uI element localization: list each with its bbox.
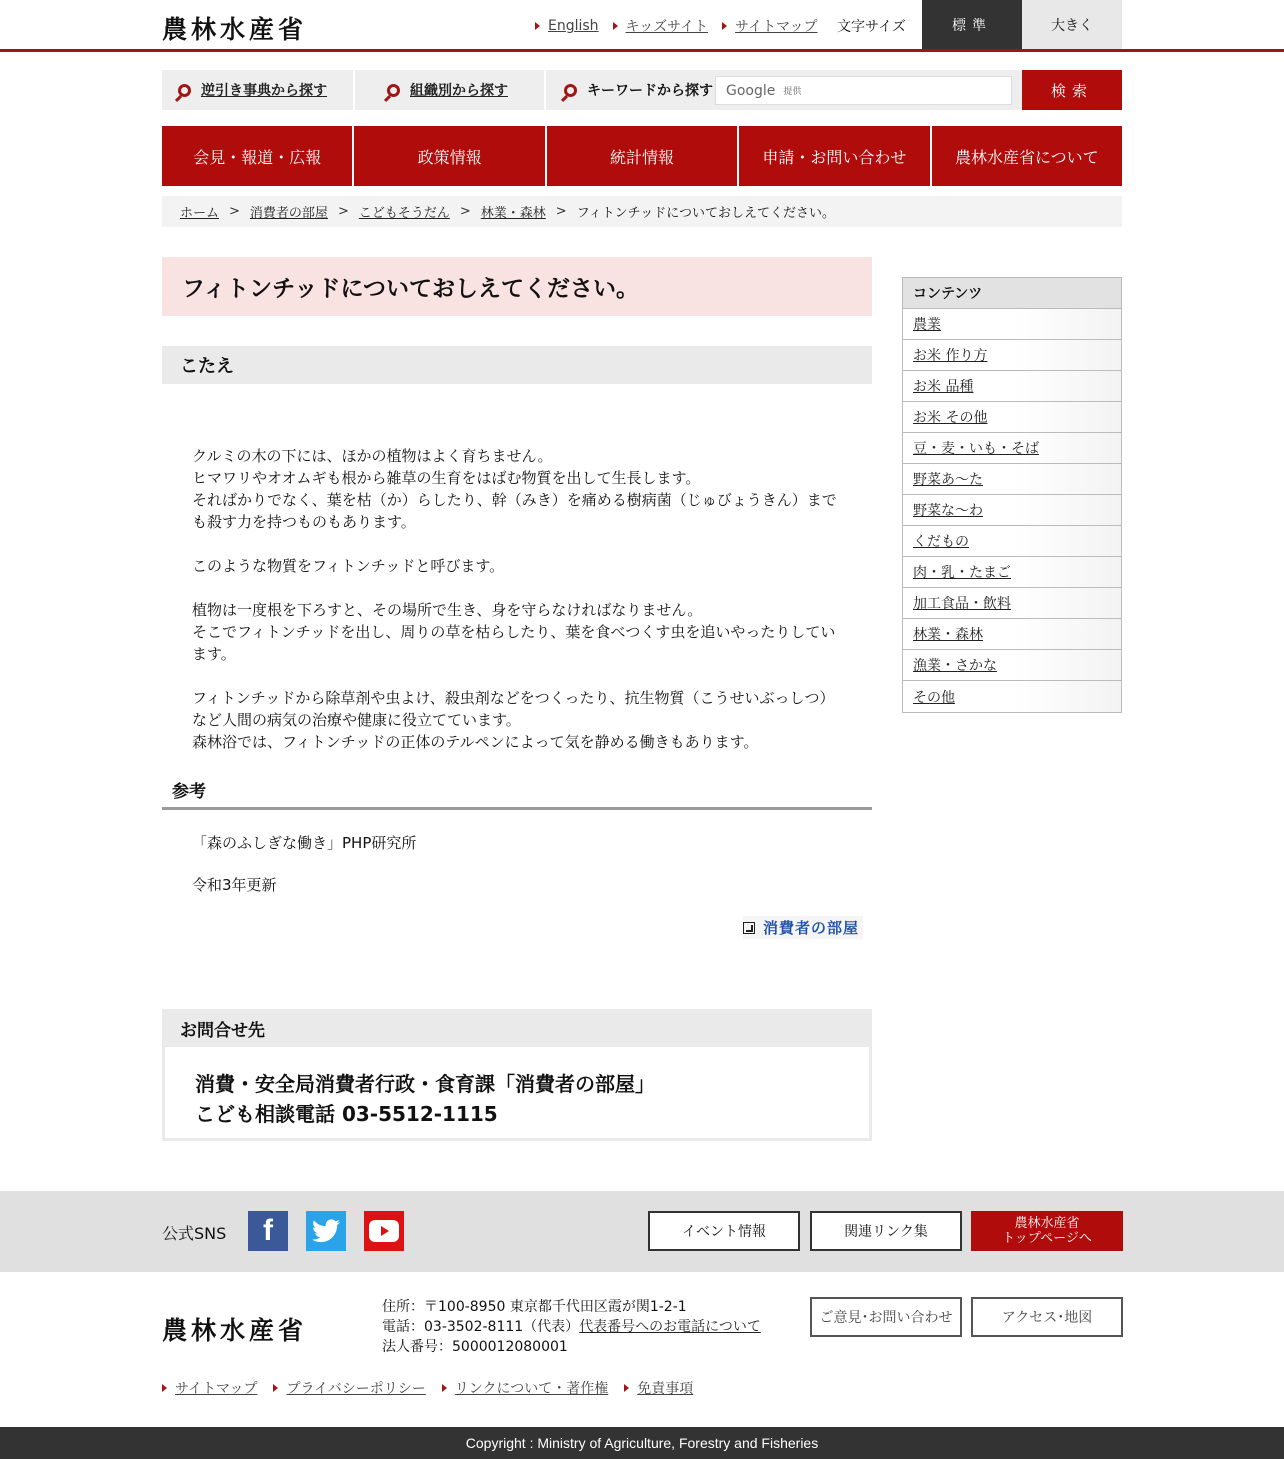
font-standard-button[interactable]: 標準 xyxy=(922,0,1022,49)
sitemap-link[interactable]: サイトマップ xyxy=(722,16,817,36)
global-nav xyxy=(162,126,1122,186)
corporate-number: 法人番号：5000012080001 xyxy=(382,1339,568,1355)
sns-label: 公式SNS xyxy=(162,1224,227,1243)
side-item[interactable]: 野菜な～わ xyxy=(903,495,1121,526)
search-input[interactable] xyxy=(715,76,1012,105)
reference-text: 「森のふしぎな働き」PHP研究所 xyxy=(192,834,417,852)
side-item[interactable]: 加工食品・飲料 xyxy=(903,588,1121,619)
arrow-icon xyxy=(273,1384,278,1392)
arrow-icon xyxy=(624,1384,629,1392)
answer-heading: こたえ xyxy=(162,346,872,384)
breadcrumb-consumer-room[interactable]: 消費者の部屋 xyxy=(249,206,328,221)
side-nav xyxy=(902,277,1122,713)
arrow-icon xyxy=(722,22,727,30)
footer-logo[interactable]: 農林水産省 xyxy=(162,1316,308,1345)
side-item[interactable]: その他 xyxy=(903,681,1121,712)
answer-paragraph: フィトンチッドから除草剤や虫よけ、殺虫剤などをつくったり、抗生物質（こうせいぶっしつ）など人間の病気の治療や健康に役立てています。 森林浴では、フィトンチッドの正体のテルペンによって気を静める働きもあります。 xyxy=(192,689,835,751)
side-item[interactable]: 野菜あ～た xyxy=(903,464,1121,495)
link-arrow-icon xyxy=(743,922,755,934)
side-item[interactable]: 肉・乳・たまご xyxy=(903,557,1121,588)
english-link[interactable]: English xyxy=(535,16,599,36)
address-line: 住所：〒100-8950 東京都千代田区霞が関1-2-1 xyxy=(382,1299,687,1315)
event-info-button[interactable]: イベント情報 xyxy=(648,1211,800,1251)
breadcrumb-kids-consult[interactable]: こどもそうだん xyxy=(358,206,450,221)
font-size-label: 文字サイズ xyxy=(837,19,906,35)
side-item[interactable]: お米 作り方 xyxy=(903,340,1121,371)
side-item[interactable]: 漁業・さかな xyxy=(903,650,1121,681)
arrow-icon xyxy=(613,22,618,30)
side-item[interactable]: 林業・森林 xyxy=(903,619,1121,650)
copyright-link[interactable]: リンクについて・著作権 xyxy=(442,1378,608,1398)
answer-paragraph: クルミの木の下には、ほかの植物はよく育ちません。 ヒマワリやオオムギも根から雑草の生育をはばむ物質を出して生長します。 そればかりでなく、葉を枯（か）らしたり、幹（みき）を痛める樹病菌（じゅびょうきん）までも殺す力を持つものもあります。 xyxy=(192,447,837,531)
footer-sns-bar xyxy=(0,1191,1284,1272)
maff-logo[interactable]: 農林水産省 xyxy=(162,15,308,44)
answer-body xyxy=(192,445,842,753)
footer-address xyxy=(382,1297,761,1357)
contact-department: 消費・安全局消費者行政・食育課「消費者の部屋」 xyxy=(195,1072,655,1096)
arrow-icon xyxy=(535,22,540,30)
reference-heading: 参考 xyxy=(162,771,872,810)
site-header xyxy=(0,0,1284,52)
side-item[interactable]: くだもの xyxy=(903,526,1121,557)
kids-site-link[interactable]: キッズサイト xyxy=(613,16,708,36)
side-item[interactable]: お米 品種 xyxy=(903,371,1121,402)
font-large-button[interactable]: 大きく xyxy=(1022,0,1122,49)
phone-info-link[interactable]: 代表番号へのお電話について xyxy=(579,1319,761,1335)
google-label: Google xyxy=(726,82,776,99)
side-nav-title: コンテンツ xyxy=(903,278,1121,309)
related-links-button[interactable]: 関連リンク集 xyxy=(810,1211,962,1251)
search-icon xyxy=(178,84,191,97)
maff-top-button[interactable]: 農林水産省 トップページへ xyxy=(971,1211,1123,1251)
arrow-icon xyxy=(442,1384,447,1392)
updated-text: 令和3年更新 xyxy=(192,876,277,894)
breadcrumb: ホーム > 消費者の部屋 > こどもそうだん > 林業・森林 > フィトンチッドについておしえてください。 xyxy=(162,196,1122,227)
search-icon xyxy=(387,84,400,97)
provided-label: 提供 xyxy=(783,87,802,97)
footer-sitemap-link[interactable]: サイトマップ xyxy=(162,1378,257,1398)
answer-paragraph: このような物質をフィトンチッドと呼びます。 xyxy=(192,557,505,575)
answer-paragraph: 植物は一度根を下ろすと、その場所で生き、身を守らなければなりません。 そこでフィトンチッドを出し、周りの草を枯らしたり、葉を食べつくす虫を追いやったりしています。 xyxy=(192,601,836,663)
search-button[interactable]: 検索 xyxy=(1022,70,1122,110)
consumer-room-link[interactable]: 消費者の部屋 xyxy=(743,916,863,939)
arrow-icon xyxy=(162,1384,167,1392)
contact-phone: こども相談電話 03-5512-1115 xyxy=(195,1102,498,1126)
search-icon xyxy=(564,84,577,97)
contact-heading: お問合せ先 xyxy=(162,1009,872,1047)
youtube-icon[interactable] xyxy=(364,1211,404,1251)
breadcrumb-home[interactable]: ホーム xyxy=(180,206,220,221)
nav-press[interactable]: 会見・報道・広報 xyxy=(162,126,352,186)
page-title: フィトンチッドについておしえてください。 xyxy=(162,257,872,316)
header-links xyxy=(535,16,818,36)
privacy-policy-link[interactable]: プライバシーポリシー xyxy=(273,1378,425,1398)
organization-tab[interactable]: 組織別から探す xyxy=(355,70,544,110)
reverse-dictionary-tab[interactable]: 逆引き事典から探す xyxy=(162,70,353,110)
facebook-icon[interactable]: f xyxy=(248,1211,288,1251)
nav-statistics[interactable]: 統計情報 xyxy=(547,126,737,186)
disclaimer-link[interactable]: 免責事項 xyxy=(624,1378,693,1398)
copyright: Copyright : Ministry of Agriculture, Forestry and Fisheries xyxy=(0,1427,1284,1459)
breadcrumb-current: フィトンチッドについておしえてください。 xyxy=(576,206,835,221)
twitter-icon[interactable] xyxy=(306,1211,346,1251)
nav-policy[interactable]: 政策情報 xyxy=(354,126,544,186)
access-map-button[interactable]: アクセス･地図 xyxy=(971,1297,1123,1337)
keyword-search-area: キーワードから探す xyxy=(546,70,1022,110)
opinion-button[interactable]: ご意見･お問い合わせ xyxy=(810,1297,962,1337)
contact-body xyxy=(162,1047,872,1141)
breadcrumb-forestry[interactable]: 林業・森林 xyxy=(480,206,546,221)
side-item[interactable]: 農業 xyxy=(903,309,1121,340)
nav-application[interactable]: 申請・お問い合わせ xyxy=(739,126,929,186)
side-item[interactable]: お米 その他 xyxy=(903,402,1121,433)
side-item[interactable]: 豆・麦・いも・そば xyxy=(903,433,1121,464)
nav-about[interactable]: 農林水産省について xyxy=(932,126,1122,186)
footer-links xyxy=(162,1378,693,1398)
phone-line: 電話：03-3502-8111（代表）代表番号へのお電話について xyxy=(382,1319,761,1335)
